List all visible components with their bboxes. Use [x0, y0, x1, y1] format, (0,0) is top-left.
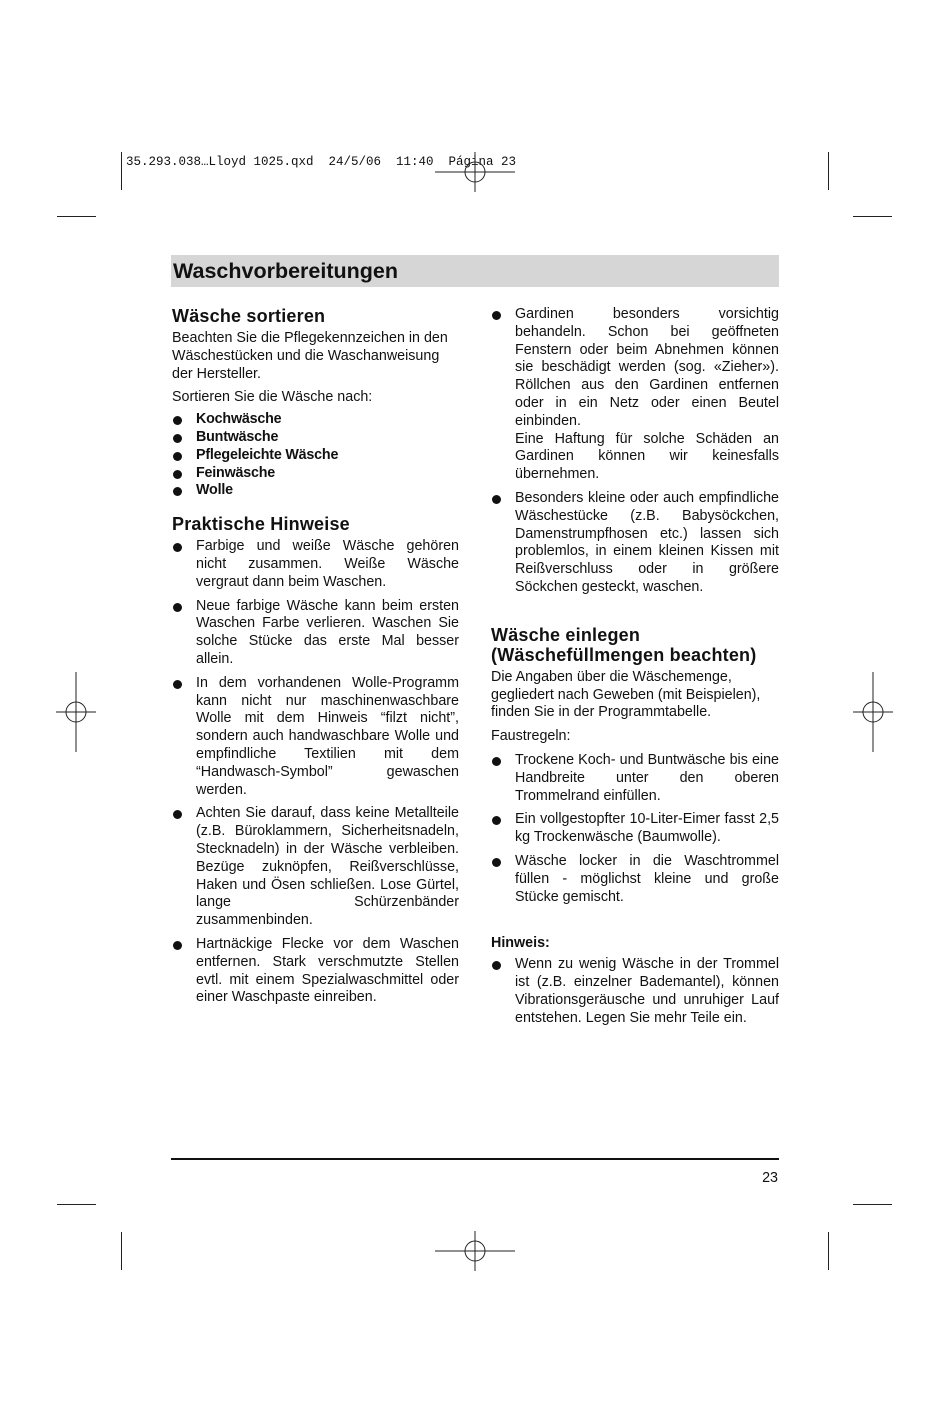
sort-intro: Beachten Sie die Pflegekennzeichen in den Wäschestücken und die Waschanweisung der Hersteller. [172, 330, 448, 382]
title-bar [171, 255, 779, 287]
section-heading-sort: Wäsche sortieren [172, 306, 326, 326]
rules-list [491, 752, 779, 906]
sort-list [172, 411, 459, 500]
crop-mark [57, 216, 96, 217]
crop-mark [853, 1204, 892, 1205]
note-list [491, 956, 779, 1027]
hints-list [172, 538, 459, 1007]
list-item: Besonders kleine oder auch empfindliche Wäschestücke (z.B. Babysöckchen, Damenstrumpfhosen etc.) lassen sich problemlos, in einem kleinen Kissen mit Reißverschluss oder in größere Söckchen gesteckt, waschen. [491, 490, 779, 597]
registration-mark-icon [56, 672, 96, 752]
crop-mark [828, 1232, 829, 1270]
list-item: In dem vorhandenen Wolle-Programm kann nicht nur maschinenwaschbare Wolle mit dem Hinweis “filzt nicht”, sondern auch handwaschbare Wolle und empfindliche Textilien mit dem “Handwasch-Symbol” gewaschen werden. [172, 675, 459, 800]
crop-mark [853, 216, 892, 217]
sort-by-label: Sortieren Sie die Wäsche nach: [172, 389, 373, 406]
load-intro: Die Angaben über die Wäschemenge, gegliedert nach Geweben (mit Beispielen), finden Sie in der Programmtabelle. [491, 668, 761, 721]
footer-rule [171, 1158, 779, 1160]
crop-mark [121, 1232, 122, 1270]
list-item: Wäsche locker in die Waschtrommel füllen - möglichst kleine und große Stücke gemischt. [491, 853, 779, 906]
list-item: Wolle [172, 482, 459, 500]
list-item: Buntwäsche [172, 429, 459, 447]
list-item: Hartnäckige Flecke vor dem Waschen entfernen. Stark verschmutzte Stellen evtl. mit einem Spezialwaschmittel oder einer Waschpaste einreiben. [172, 936, 459, 1007]
list-item: Kochwäsche [172, 411, 459, 429]
list-item: Ein vollgestopfter 10-Liter-Eimer fasst 2,5 kg Trockenwäsche (Baumwolle). [491, 811, 779, 847]
registration-mark-icon [853, 672, 893, 752]
list-item: Neue farbige Wäsche kann beim ersten Waschen Farbe verlieren. Waschen Sie solche Stücke das erste Mal besser allein. [172, 598, 459, 669]
registration-mark-icon [435, 152, 515, 192]
crop-mark [828, 152, 829, 190]
crop-mark [121, 152, 122, 190]
list-item: Trockene Koch- und Buntwäsche bis eine Handbreite unter den oberen Trommelrand einfüllen. [491, 752, 779, 805]
list-item-extra: Eine Haftung für solche Schäden an Gardinen können wir keinesfalls übernehmen. [515, 430, 779, 483]
crop-mark [57, 1204, 96, 1205]
list-item: Feinwäsche [172, 465, 459, 483]
right-column [491, 306, 779, 1034]
print-slug: 35.293.038…Lloyd 1025.qxd 24/5/06 11:40 Página 23 [126, 155, 517, 169]
page-title: Waschvorbereitungen [173, 259, 398, 283]
list-item: Wenn zu wenig Wäsche in der Trommel ist (z.B. einzelner Bademantel), können Vibrationsgeräusche und unruhiger Lauf entstehen. Legen Sie mehr Teile ein. [491, 956, 779, 1027]
list-item [491, 306, 779, 484]
rules-label: Faustregeln: [491, 728, 571, 745]
note-label: Hinweis: [491, 935, 550, 952]
list-item: Pflegeleichte Wäsche [172, 447, 459, 465]
section-heading-load: Wäsche einlegen (Wäschefüllmengen beachten) [491, 624, 757, 665]
page-number: 23 [762, 1170, 778, 1186]
hints-list-continued [491, 306, 779, 597]
registration-mark-icon [435, 1231, 515, 1271]
list-item-text: Gardinen besonders vorsichtig behandeln. Schon bei geöffneten Fenstern oder beim Abnehmen können sie beschädigt werden (sog. «Zieher»). Röllchen aus den Gardinen entfernen oder in ein Netz oder einen Beutel einbinden. [515, 306, 779, 429]
left-column [172, 306, 459, 1013]
list-item: Farbige und weiße Wäsche gehören nicht zusammen. Weiße Wäsche vergraut dann beim Waschen. [172, 538, 459, 591]
list-item: Achten Sie darauf, dass keine Metallteile (z.B. Büroklammern, Sicherheitsnadeln, Stecknadeln) in der Wäsche verbleiben. Bezüge zuknöpfen, Reißverschlüsse, Haken und Ösen schließen. Lose Gürtel, lange Schürzenbänder zusammenbinden. [172, 805, 459, 930]
section-heading-hints: Praktische Hinweise [172, 514, 350, 535]
